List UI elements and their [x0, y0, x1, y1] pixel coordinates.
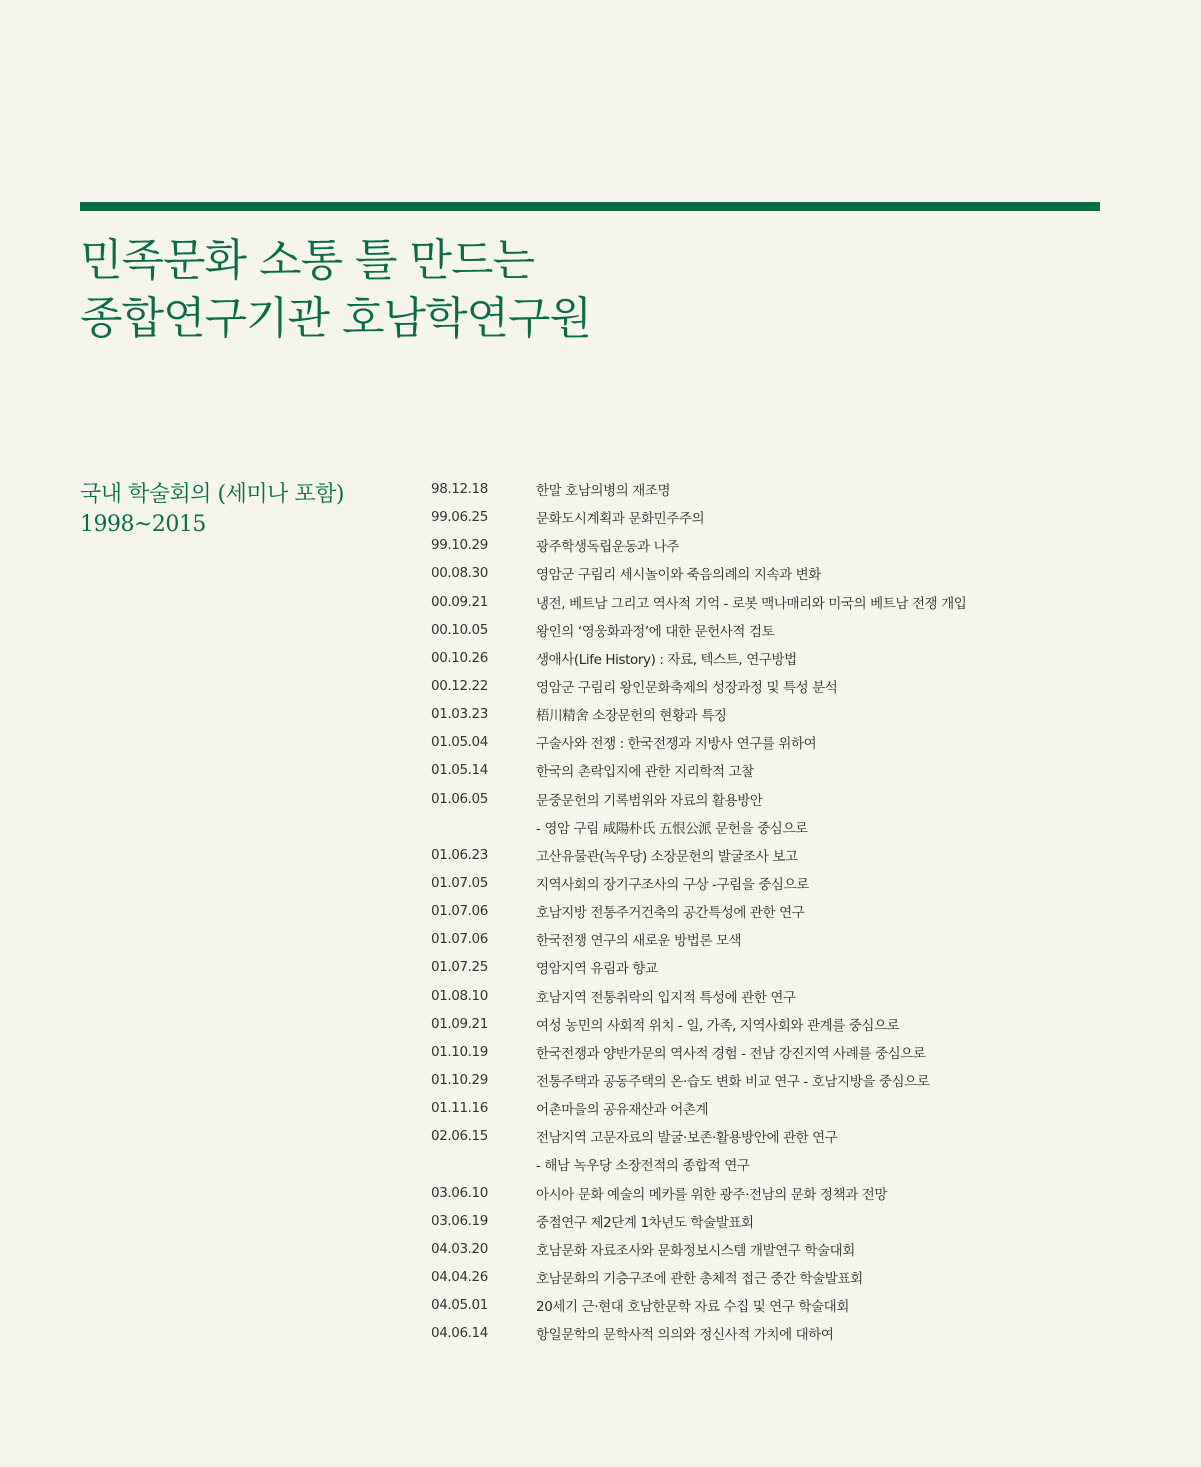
event-date: 01.03.23 [431, 706, 488, 723]
event-title: 여성 농민의 사회적 위치 - 일, 가족, 지역사회와 관계를 중심으로 [536, 1017, 900, 1034]
event-title: 중점연구 제2단계 1차년도 학술발표회 [536, 1214, 754, 1231]
event-title: 구술사와 전쟁 : 한국전쟁과 지방사 연구를 위하여 [536, 736, 817, 753]
event-row [431, 1235, 1111, 1263]
event-title: 문중문헌의 기록범위와 자료의 활용방안 [536, 792, 763, 809]
event-title: 20세기 근·현대 호남한문학 자료 수집 및 연구 학술대회 [536, 1299, 849, 1316]
top-rule [80, 202, 1100, 211]
event-date: 01.09.21 [431, 1015, 488, 1032]
event-row [431, 982, 1111, 1010]
event-date: 03.06.19 [431, 1212, 488, 1229]
event-row [431, 1122, 1111, 1150]
event-title: 전통주택과 공동주택의 온·습도 변화 비교 연구 - 호남지방을 중심으로 [536, 1074, 930, 1091]
section-years: 1998~2015 [80, 512, 206, 537]
event-date: 01.07.05 [431, 875, 488, 892]
event-title: - 해남 녹우당 소장전적의 종합적 연구 [536, 1158, 750, 1175]
event-row [431, 531, 1111, 559]
event-date: 00.08.30 [431, 565, 488, 582]
title-line-2: 종합연구기관 호남학연구원 [80, 293, 592, 344]
event-title: 영암군 구림리 세시놀이와 죽음의례의 지속과 변화 [536, 567, 821, 584]
event-title: 한말 호남의병의 재조명 [536, 483, 671, 500]
event-title: 항일문학의 문학사적 의의와 정신사적 가치에 대하여 [536, 1327, 834, 1344]
event-row [431, 559, 1111, 587]
event-title: 호남문화 자료조사와 문화정보시스템 개발연구 학술대회 [536, 1242, 855, 1259]
event-row [431, 1066, 1111, 1094]
event-title: 호남문화의 기층구조에 관한 총체적 접근 중간 학술발표회 [536, 1271, 863, 1287]
event-row [431, 1319, 1111, 1347]
event-row [431, 644, 1111, 672]
event-title: 호남지역 전통취락의 입지적 특성에 관한 연구 [536, 989, 796, 1006]
event-date: 01.07.25 [431, 959, 488, 976]
event-row [431, 1038, 1111, 1066]
event-title: 전남지역 고문자료의 발굴·보존·활용방안에 관한 연구 [536, 1130, 838, 1147]
event-title: 고산유물관(녹우당) 소장문헌의 발굴조사 보고 [536, 848, 798, 865]
event-title: 한국의 촌락입지에 관한 지리학적 고찰 [536, 764, 754, 781]
event-date: 01.06.23 [431, 846, 488, 863]
event-date: 00.12.22 [431, 678, 488, 695]
event-row [431, 897, 1111, 925]
event-date: 01.10.19 [431, 1043, 488, 1060]
event-date: 01.08.10 [431, 987, 488, 1004]
event-title: 생애사(Life History) : 자료, 텍스트, 연구방법 [536, 651, 797, 668]
event-title: 호남지방 전통주거건축의 공간특성에 관한 연구 [536, 905, 805, 922]
event-date: 00.10.26 [431, 649, 488, 666]
event-title: 광주학생독립운동과 나주 [536, 539, 679, 556]
event-row [431, 588, 1111, 616]
event-row [431, 728, 1111, 756]
event-title: 아시아 문화 예술의 메카를 위한 광주·전남의 문화 정책과 전망 [536, 1186, 888, 1203]
event-title: 한국전쟁 연구의 새로운 방법론 모색 [536, 933, 742, 950]
event-row [431, 672, 1111, 700]
event-row [431, 475, 1111, 503]
event-row [431, 700, 1111, 728]
event-title: 영암군 구림리 왕인문화축제의 성장과정 및 특성 분석 [536, 680, 838, 697]
event-date: 01.05.04 [431, 734, 488, 751]
page-title [80, 232, 591, 348]
event-row [431, 756, 1111, 784]
event-date: 01.11.16 [431, 1100, 488, 1117]
event-row [431, 785, 1111, 813]
event-title: 왕인의 ‘영웅화과정’에 대한 문헌사적 검토 [536, 623, 775, 640]
section-heading [80, 480, 344, 540]
event-date: 00.09.21 [431, 593, 488, 610]
event-date: 01.07.06 [431, 931, 488, 948]
event-row [431, 1207, 1111, 1235]
event-title: 문화도시계획과 문화민주주의 [536, 511, 705, 528]
event-row [431, 1291, 1111, 1319]
event-row [431, 813, 1111, 841]
event-row [431, 1179, 1111, 1207]
event-date: 99.06.25 [431, 509, 488, 526]
event-row [431, 503, 1111, 531]
event-title: 한국전쟁과 양반가문의 역사적 경험 - 전남 강진지역 사례를 중심으로 [536, 1045, 926, 1062]
event-row [431, 953, 1111, 981]
title-line-1: 민족문화 소통 틀 만드는 [80, 235, 534, 286]
event-date: 04.06.14 [431, 1325, 488, 1342]
event-date: 02.06.15 [431, 1128, 488, 1145]
event-date: 04.05.01 [431, 1297, 488, 1314]
event-title: 냉전, 베트남 그리고 역사적 기억 - 로봇 맥나매리와 미국의 베트남 전쟁 개입 [536, 595, 967, 612]
event-row [431, 1263, 1111, 1291]
event-title: 영암지역 유림과 향교 [536, 961, 658, 978]
event-row [431, 925, 1111, 953]
event-date: 03.06.10 [431, 1184, 488, 1201]
event-date: 98.12.18 [431, 481, 488, 498]
event-title: 梧川精舍 소장문헌의 현황과 특징 [536, 708, 727, 725]
event-title: - 영암 구림 咸陽朴氏 五恨公派 문헌을 중심으로 [536, 820, 808, 837]
section-title: 국내 학술회의 (세미나 포함) [80, 482, 344, 507]
event-row [431, 1094, 1111, 1122]
event-date: 01.10.29 [431, 1072, 488, 1089]
event-list [431, 475, 1111, 1347]
event-row [431, 1010, 1111, 1038]
event-date: 01.06.05 [431, 790, 488, 807]
event-row [431, 616, 1111, 644]
event-row [431, 841, 1111, 869]
event-title: 지역사회의 장기구조사의 구상 -구림을 중심으로 [536, 877, 809, 894]
event-title: 어촌마을의 공유재산과 어촌계 [536, 1102, 709, 1119]
event-date: 99.10.29 [431, 537, 488, 554]
event-row [431, 1150, 1111, 1178]
event-row [431, 869, 1111, 897]
event-date: 01.07.06 [431, 903, 488, 920]
event-date: 01.05.14 [431, 762, 488, 779]
event-date: 04.03.20 [431, 1240, 488, 1257]
event-date: 04.04.26 [431, 1269, 488, 1285]
event-date: 00.10.05 [431, 621, 488, 638]
